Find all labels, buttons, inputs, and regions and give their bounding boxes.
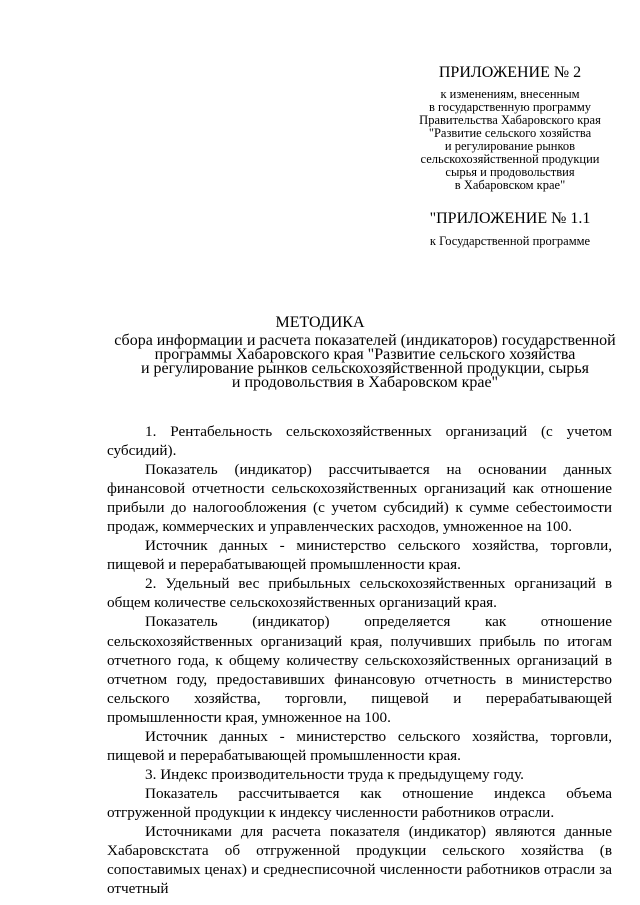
appendix-2-line: в государственную программу [428, 100, 592, 114]
paragraph: Источниками для расчета показателя (индикатор) являются данные Хабаровскстата об отгруженной продукции сельского хозяйства (в сопоставимых ценах) и среднесписочной численности работников отрасли за отчетный [107, 822, 612, 898]
paragraph: Показатель (индикатор) определяется как отношение сельскохозяйственных организаций края, получивших прибыль по итогам отчетного года, к общему количеству сельскохозяйственных организаций в отчетном году, предоставивших финансовую отчетность в министерство сельского хозяйства, торговли, пищевой и перерабатывающей промышленности края, умноженное на 100. [107, 613, 612, 726]
paragraph: 2. Удельный вес прибыльных сельскохозяйственных организаций в общем количестве сельскохозяйственных организаций края. [107, 575, 612, 612]
method-subtitle-line: и продовольствия в Хабаровском крае" [231, 374, 499, 391]
appendix-2-block [405, 64, 615, 192]
paragraph: 1. Рентабельность сельскохозяйственных организаций (с учетом субсидий). [107, 423, 612, 460]
paragraph: 3. Индекс производительности труда к предыдущему году. [145, 765, 524, 783]
appendix-2-line: и регулирование рынков [444, 139, 576, 153]
appendix-2-line: к изменениям, внесенным [440, 87, 580, 101]
appendix-2-line: сельскохозяйственной продукции [420, 152, 600, 166]
paragraph: Источник данных - министерство сельского хозяйства, торговли, пищевой и перерабатывающей промышленности края. [107, 537, 612, 574]
appendix-2-line: "Развитие сельского хозяйства [428, 126, 592, 140]
appendix-1-1-title: "ПРИЛОЖЕНИЕ № 1.1 [429, 210, 591, 227]
appendix-1-1-subtitle: к Государственной программе [429, 234, 591, 248]
method-subtitle-line: программы Хабаровского края "Развитие сельского хозяйства [154, 346, 576, 363]
appendix-2-line: в Хабаровском крае" [454, 178, 566, 192]
method-subtitle-line: и регулирование рынков сельскохозяйственной продукции, сырья [140, 360, 590, 377]
method-subtitle [100, 334, 630, 390]
paragraph: Показатель (индикатор) рассчитывается на основании данных финансовой отчетности сельскохозяйственных организаций как отношение прибыли до налогообложения (с учетом субсидий) к сумме себестоимости продаж, коммерческих и управленческих расходов, умноженное на 100. [107, 461, 612, 536]
method-title: МЕТОДИКА [275, 314, 365, 331]
appendix-1-1-block [405, 210, 615, 248]
paragraph: Источник данных - министерство сельского хозяйства, торговли, пищевой и перерабатывающей промышленности края. [107, 727, 612, 764]
appendix-2-line: сырья и продовольствия [445, 165, 575, 179]
document-body [107, 422, 612, 898]
method-subtitle-line: сбора информации и расчета показателей (индикаторов) государственной [114, 332, 616, 349]
paragraph: Показатель рассчитывается как отношение индекса объема отгруженной продукции к индексу численности работников отрасли. [107, 784, 612, 821]
appendix-2-line: Правительства Хабаровского края [419, 113, 601, 127]
appendix-2-title: ПРИЛОЖЕНИЕ № 2 [438, 64, 582, 81]
